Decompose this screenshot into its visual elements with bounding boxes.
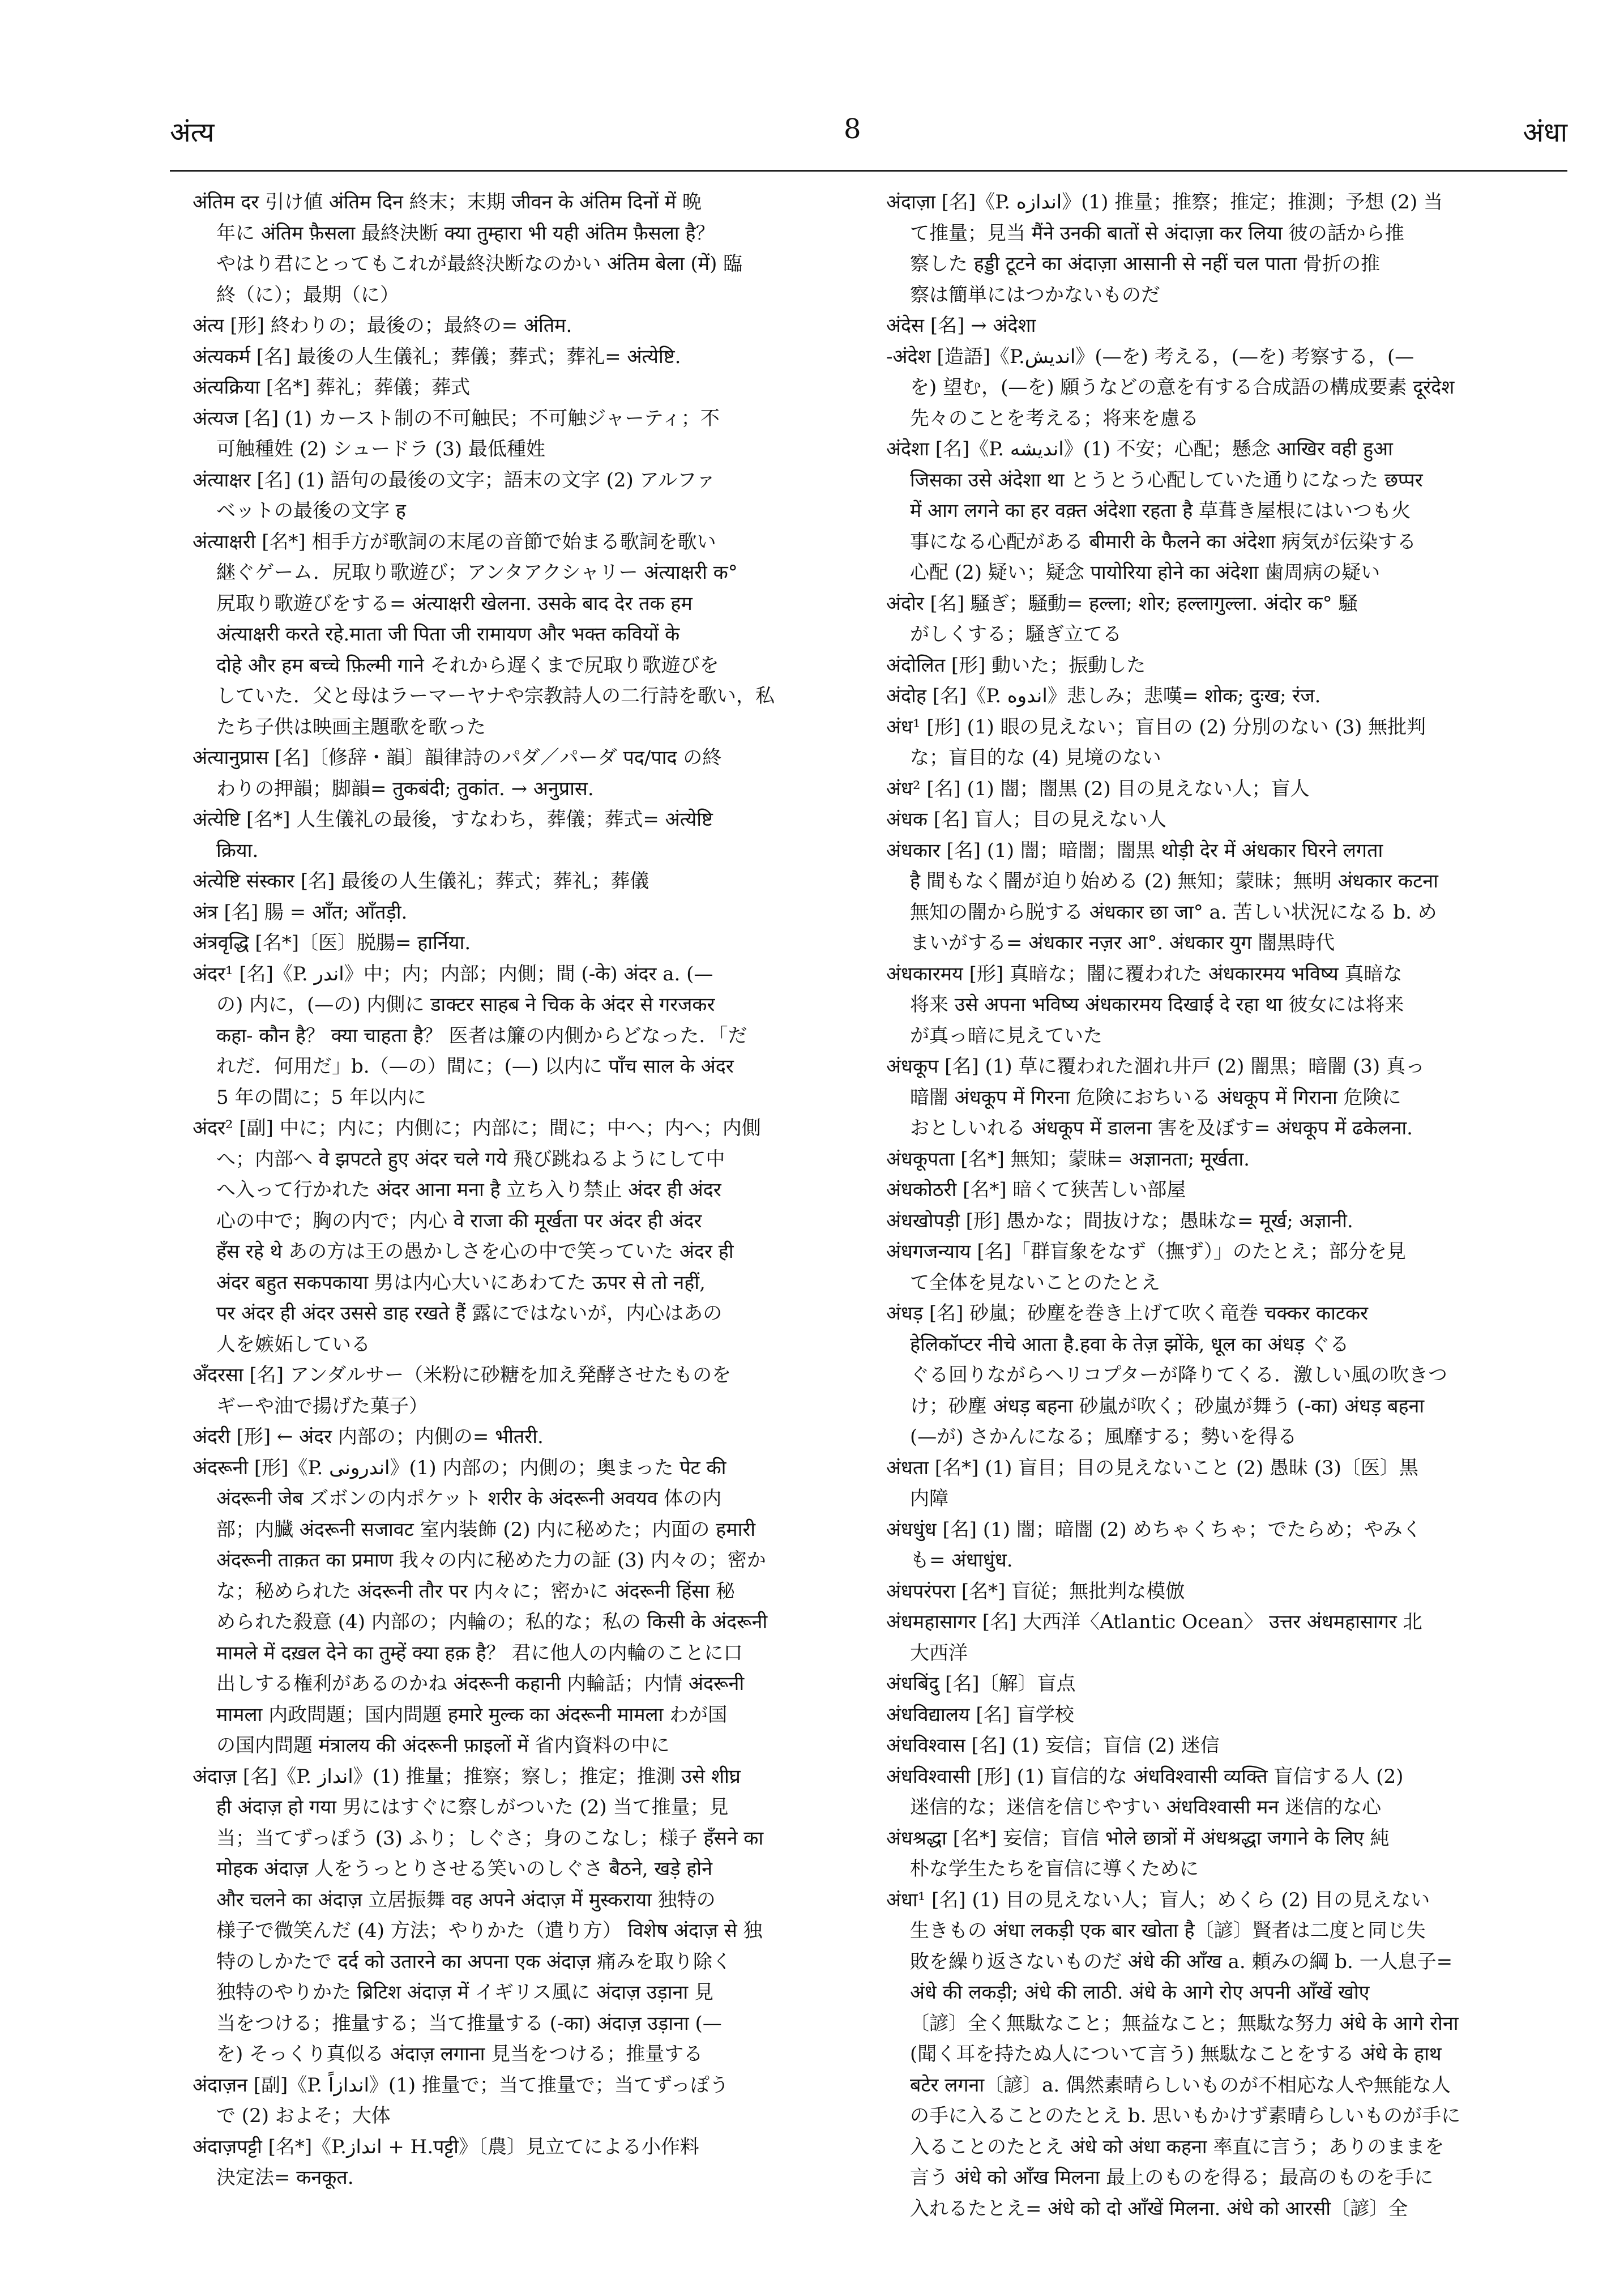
entry-headline: अंधा¹ [名] (1) 目の見えない人；盲人；めくら (2) 目の見えない xyxy=(886,1888,1430,1911)
entry-continuation-line: 当をつける；推量する；当て推量する (-का) अंदाज़ उड़ाना (— xyxy=(216,2012,722,2035)
entry-continuation-line: 継ぐゲーム．尻取り歌遊び；アンタアクシャリー अंत्याक्षरी क° xyxy=(216,561,738,584)
dictionary-entry xyxy=(886,1175,1560,1206)
entry-continuation-line: 心配 (2) 疑い；疑念 पायोरिया होने का अंदेशा 歯周病の疑い xyxy=(910,561,1381,584)
page-number: 8 xyxy=(844,113,861,145)
entry-headline: अंतिम दर 引け値 अंतिम दिन 終末；末期 जीवन के अंतिम दिनों में 晩 xyxy=(193,191,702,214)
entry-headline: अंदेस [名] → अंदेशा xyxy=(886,314,1036,337)
entry-continuation-line: में आग लगने का हर वक़्त अंदेशा रहता है 草葺き屋根にはいつも火 xyxy=(910,500,1411,522)
dictionary-entry xyxy=(193,187,866,310)
page-header xyxy=(170,108,1567,159)
entry-continuation-line: हँस रहे थे あの方は王の愚かしさを心の中で笑っていた अंदर ही xyxy=(216,1240,734,1263)
dictionary-entry xyxy=(886,1607,1560,1668)
entry-continuation-line: बटेर लगना〔諺〕a. 偶然素晴らしいものが不相応な人や無能な人 xyxy=(910,2073,1451,2097)
entry-headline: अंधमहासागर [名] 大西洋〈Atlantic Ocean〉 उत्तर अंधमहासागर 北 xyxy=(886,1611,1422,1633)
header-rule xyxy=(170,170,1567,172)
entry-headline: अंधता [名*] (1) 盲目；目の見えないこと (2) 愚昧 (3)〔医〕黒 xyxy=(886,1456,1418,1479)
entry-headline: अंत्याक्षर [名] (1) 語句の最後の文字；語末の文字 (2) アルファ xyxy=(193,468,716,492)
entry-continuation-line: たち子供は映画主題歌を歌った xyxy=(216,715,486,739)
dictionary-entry xyxy=(193,372,866,403)
dictionary-entry xyxy=(193,959,866,1113)
entry-continuation-line: 言う अंधे को आँख मिलना 最上のものを得る；最高のものを手に xyxy=(910,2166,1434,2189)
entry-continuation-line: अंधे की लकड़ी; अंधे की लाठी. अंधे के आगे रोए अपनी आँखें खोए xyxy=(910,1981,1370,2004)
dictionary-entry xyxy=(886,1823,1560,1885)
entry-continuation-line: 朴な学生たちを盲信に導くために xyxy=(910,1858,1199,1880)
entry-continuation-line: 〔諺〕全く無駄なこと；無益なこと；無駄な努力 अंधे के आगे रोना xyxy=(910,2012,1459,2035)
entry-headline: अंत्र [名] 腸 = आँत; आँतड़ी. xyxy=(193,900,408,924)
entry-continuation-line: क्रिया. xyxy=(216,839,259,862)
dictionary-entry xyxy=(193,2132,866,2193)
dictionary-entry xyxy=(886,1668,1560,1700)
entry-continuation-line: और चलने का अंदाज़ 立居振舞 वह अपने अंदाज़ में मुस्कराया 独特の xyxy=(216,1888,716,1911)
entry-continuation-line: 5 年の間に；5 年以内に xyxy=(216,1086,426,1109)
dictionary-entry xyxy=(886,1700,1560,1731)
dictionary-entry xyxy=(886,1885,1560,2225)
entry-continuation-line: 敗を繰り返さないものだ अंधे की आँख a. 頼みの綱 b. 一人息子= xyxy=(910,1950,1453,1973)
entry-headline: अंदोर [名] 騒ぎ；騒動= हल्ला; शोर; हल्लागुल्ला. अंदोर क° 騒 xyxy=(886,592,1358,615)
entry-headline: अंत्रवृद्धि [名*]〔医〕脱腸= हार्निया. xyxy=(193,932,471,954)
dictionary-entry xyxy=(193,928,866,959)
entry-continuation-line: 尻取り歌遊びをする= अंत्याक्षरी खेलना. उसके बाद देर तक हम xyxy=(216,592,693,615)
entry-continuation-line: 終（に）；最期（に） xyxy=(216,283,399,306)
entry-headline: अंधबिंदु [名]〔解〕盲点 xyxy=(886,1672,1076,1695)
header-left-guide-word: अंत्य xyxy=(170,117,215,148)
entry-continuation-line: 迷信的な；迷信を信じやすい अंधविश्वासी मन 迷信的な心 xyxy=(910,1796,1382,1819)
entry-continuation-line: 事になる心配がある बीमारी के फैलने का अंदेशा 病気が伝染する xyxy=(910,530,1417,553)
entry-continuation-line: अंदर बहुत सकपकाया 男は内心大いにあわてた ऊपर से तो नहीं, xyxy=(216,1271,706,1294)
entry-continuation-line: 無知の闇から脱する अंधकार छा जा° a. 苦しい状況になる b. め xyxy=(910,900,1437,924)
entry-headline: अंधश्रद्धा [名*] 妄信；盲信 भोले छात्रों में अंधश्रद्धा जगाने के लिए 純 xyxy=(886,1826,1390,1850)
dictionary-entry xyxy=(193,1113,866,1360)
entry-headline: अंधकारमय [形] 真暗な；闇に覆われた अंधकारमय भविष्य 真暗な xyxy=(886,962,1403,985)
entry-headline: अंदोलित [形] 動いた；振動した xyxy=(886,654,1146,677)
entry-headline: अंधविश्वासी [形] (1) 盲信的な अंधविश्वासी व्यक्ति 盲信する人 (2) xyxy=(886,1765,1404,1788)
entry-continuation-line: な；盲目的な (4) 見境のない xyxy=(910,746,1161,769)
entry-headline: अंत्यक्रिया [名*] 葬礼；葬儀；葬式 xyxy=(193,376,471,399)
entry-headline: अंत्याक्षरी [名*] 相手方が歌詞の末尾の音節で始まる歌詞を歌い xyxy=(193,530,716,553)
entry-continuation-line: 出しする権利があるのかね अंदरूनी कहानी 内輪話；内情 अंदरूनी xyxy=(216,1672,745,1695)
entry-continuation-line: て推量；見当 मैंने उनकी बातों से अंदाज़ा कर लिया 彼の話から推 xyxy=(910,221,1404,245)
entry-headline: अंधविद्यालय [名] 盲学校 xyxy=(886,1703,1074,1726)
entry-headline: अंध¹ [形] (1) 眼の見えない；盲目の (2) 分別のない (3) 無批判 xyxy=(886,715,1426,739)
dictionary-entry xyxy=(886,1453,1560,1514)
dictionary-entry xyxy=(886,681,1560,712)
entry-headline: अंदरूनी [形]《P. اندرونی》(1) 内部の；内側の；奥まった पेट की xyxy=(193,1456,726,1479)
entry-continuation-line: 察した हड्डी टूटने का अंदाज़ा आसानी से नहीं चल पाता 骨折の推 xyxy=(910,253,1381,275)
entry-continuation-line: 部；内臓 अंदरूनी सजावट 室内装飾 (2) 内に秘めた；内面の हमारी xyxy=(216,1518,756,1541)
entry-continuation-line: कहा- कौन है？ क्या चाहता है？ 医者は簾の内側からどなった．「だ xyxy=(216,1024,747,1047)
dictionary-entry xyxy=(193,1360,866,1422)
entry-continuation-line: していた．父と母はラーマーヤナや宗教詩人の二行詩を歌い，私 xyxy=(216,685,775,707)
entry-headline: अंदाज़ [名]《P. انداز》(1) 推量；推察；察し；推定；推測 उसे शीघ्र xyxy=(193,1765,741,1788)
entry-continuation-line: है 間もなく闇が迫り始める (2) 無知；蒙昧；無明 अंधकार कटना xyxy=(910,870,1438,893)
entry-continuation-line: दोहे और हम बच्चे फ़िल्मी गाने それから遅くまで尻取り歌遊びを xyxy=(216,654,719,677)
entry-headline: अंदेशा [名]《P. اندیشه》(1) 不安；心配；懸念 आखिर वही हुआ xyxy=(886,438,1393,460)
entry-continuation-line: अंदरूनी ताक़त का प्रमाण 我々の内に秘めた力の証 (3) 内々の；密か xyxy=(216,1549,766,1572)
entry-headline: अंधगजन्याय [名]「群盲象をなず（撫ず）」のたとえ；部分を見 xyxy=(886,1240,1406,1263)
entry-continuation-line: 心の中で；胸の内で；内心 वे राजा की मूर्खता पर अंदर ही अंदर xyxy=(216,1209,702,1232)
entry-headline: अंत्यज [名] (1) カースト制の不可触民；不可触ジャーティ；不 xyxy=(193,407,720,430)
entry-headline: अंत्यानुप्रास [名]〔修辞・韻〕韻律詩のパダ／パーダ पद/पाद の終 xyxy=(193,746,722,769)
entry-continuation-line: 特のしかたで दर्द को उतारने का अपना एक अंदाज़ 痛みを取り除く xyxy=(216,1950,732,1973)
entry-headline: अंधक [名] 盲人；目の見えない人 xyxy=(886,808,1167,831)
entry-continuation-line: 入ることのたとえ अंधे को अंधा कहना 率直に言う；ありのままを xyxy=(910,2135,1444,2158)
entry-headline: अंदाज़न [副]《P. اندازاً》(1) 推量で；当て推量で；当てずっぽう xyxy=(193,2073,729,2097)
left-column xyxy=(193,187,866,2193)
dictionary-entry xyxy=(886,1730,1560,1761)
entry-continuation-line: て全体を見ないことのたとえ xyxy=(910,1271,1160,1294)
entry-continuation-line: ギーや油で揚げた菓子） xyxy=(216,1394,428,1418)
entry-headline: अँदरसा [名] アンダルサー（米粉に砂糖を加え発酵させたものを xyxy=(193,1364,732,1386)
dictionary-entry xyxy=(193,866,866,897)
entry-continuation-line: मोहक अंदाज़ 人をうっとりさせる笑いのしぐさ बैठने, खड़े होने xyxy=(216,1858,712,1880)
entry-continuation-line: (聞く耳を持たぬ人について言う) 無駄なことをする अंधे के हाथ xyxy=(910,2043,1442,2065)
dictionary-entry xyxy=(886,959,1560,1052)
entry-headline: अंधपरंपरा [名*] 盲従；無批判な模倣 xyxy=(886,1580,1185,1603)
dictionary-entry xyxy=(886,1298,1560,1453)
entry-continuation-line: मामले में दख़ल देने का तुम्हें क्या हक़ है？ 君に他人の内輪のことに口 xyxy=(216,1641,743,1664)
entry-headline: अंधकोठरी [名*] 暗くて狭苦しい部屋 xyxy=(886,1179,1186,1201)
dictionary-entry xyxy=(886,1144,1560,1175)
entry-continuation-line: 入れるたとえ= अंधे को दो आँखें मिलना. अंधे को आरसी〔諺〕全 xyxy=(910,2197,1408,2220)
entry-continuation-line: がしくする；騒ぎ立てる xyxy=(910,623,1122,646)
dictionary-entry xyxy=(193,465,866,527)
dictionary-entry xyxy=(886,712,1560,774)
entry-headline: अंधड़ [名] 砂嵐；砂塵を巻き上げて吹く竜巻 चक्कर काटकर xyxy=(886,1302,1369,1325)
entry-continuation-line: 様子で微笑んだ (4) 方法；やりかた（遣り方） विशेष अंदाज़ से 独 xyxy=(216,1919,763,1942)
dictionary-entry xyxy=(193,342,866,373)
entry-headline: अंधधुंध [名] (1) 闇；暗闇 (2) めちゃくちゃ；でたらめ；やみく xyxy=(886,1518,1422,1541)
entry-continuation-line: け；砂塵 अंधड़ बहना 砂嵐が吹く；砂嵐が舞う (-का) अंधड़ बहना xyxy=(910,1394,1425,1418)
entry-continuation-line: れだ．何用だ」b.（—の）間に；(—) 以内に पाँच साल के अंदर xyxy=(216,1055,734,1078)
entry-headline: -अंदेश [造語]《P.اندیش》(—を) 考える，(—を) 考察する，(— xyxy=(886,345,1414,368)
entry-continuation-line: へ入って行かれた अंदर आना मना है 立ち入り禁止 अंदर ही अंदर xyxy=(216,1179,721,1201)
entry-continuation-line: 年に अंतिम फ़ैसला 最終決断 क्या तुम्हारा भी यही अंतिम फ़ैसला है？ xyxy=(216,221,715,245)
dictionary-entry xyxy=(886,835,1560,959)
entry-continuation-line: 当；当てずっぽう (3) ふり；しぐさ；身のこなし；様子 हँसने का xyxy=(216,1826,764,1850)
entry-continuation-line: मामला 内政問題；国内問題 हमारे मुल्क का अंदरूनी मामला わが国 xyxy=(216,1703,728,1726)
entry-continuation-line: の手に入ることのたとえ b. 思いもかけず素晴らしいものが手に xyxy=(910,2105,1461,2127)
entry-headline: अंध² [名] (1) 闇；闇黒 (2) 目の見えない人；盲人 xyxy=(886,777,1310,800)
entry-continuation-line: 内障 xyxy=(910,1487,948,1510)
dictionary-entry xyxy=(193,2070,866,2132)
entry-continuation-line: わりの押韻；脚韻= तुकबंदी; तुकांत. → अनुप्रास. xyxy=(216,777,594,800)
entry-headline: अंधकार [名] (1) 闇；暗闇；闇黒 थोड़ी देर में अंधकार घिरने लगता xyxy=(886,839,1383,862)
entry-continuation-line: を) 望む，(—を) 願うなどの意を有する合成語の構成要素 दूरंदेश xyxy=(910,376,1455,399)
entry-continuation-line: で (2) およそ；大体 xyxy=(216,2105,391,2127)
entry-continuation-line: ぐる回りながらヘリコプターが降りてくる．激しい風の吹きつ xyxy=(910,1364,1447,1386)
entry-continuation-line: も= अंधाधुंध. xyxy=(910,1549,1013,1572)
entry-continuation-line: が真っ暗に見えていた xyxy=(910,1024,1102,1047)
entry-continuation-line: 暗闇 अंधकूप में गिरना 危険におちいる अंधकूप में गिराना 危険に xyxy=(910,1086,1401,1109)
entry-continuation-line: へ；内部へ वे झपटते हुए अंदर चले गये 飛び跳ねるようにして中 xyxy=(216,1147,725,1171)
entry-continuation-line: ベットの最後の文字 ह xyxy=(216,500,406,522)
header-right-guide-word: अंधा xyxy=(1523,117,1567,148)
entry-headline: अंधविश्वास [名] (1) 妄信；盲信 (2) 迷信 xyxy=(886,1734,1220,1757)
dictionary-entry xyxy=(193,403,866,465)
dictionary-entry xyxy=(886,1236,1560,1298)
entry-continuation-line: 察は簡単にはつかないものだ xyxy=(910,283,1160,306)
entry-continuation-line: を) そっくり真似る अंदाज़ लगाना 見当をつける；推量する xyxy=(216,2043,703,2065)
entry-continuation-line: 人を嫉妬している xyxy=(216,1333,370,1356)
dictionary-entry xyxy=(886,1761,1560,1823)
entry-continuation-line: अंत्याक्षरी करते रहे.माता जी पिता जी रामायण और भक्त कवियों के xyxy=(216,623,680,646)
entry-headline: अंदर² [副] 中に；内に；内側に；内部に；間に；中へ；内へ；内側 xyxy=(193,1117,761,1139)
entry-continuation-line: まいがする= अंधकार नज़र आ°. अंधकार युग 闇黒時代 xyxy=(910,932,1335,954)
dictionary-entry xyxy=(193,1422,866,1453)
dictionary-entry xyxy=(886,310,1560,342)
entry-headline: अंदर¹ [名]《P. اندر》中；内；内部；内側；間 (-के) अंदर a. (— xyxy=(193,962,713,985)
entry-continuation-line: 生きもの अंधा लकड़ी एक बार खोता है〔諺〕賢者は二度と同じ失 xyxy=(910,1919,1426,1942)
entry-continuation-line: 大西洋 xyxy=(910,1641,968,1664)
entry-continuation-line: やはり君にとってもこれが最終決断なのかい अंतिम बेला (में) 臨 xyxy=(216,253,743,275)
dictionary-entry xyxy=(886,434,1560,588)
dictionary-entry xyxy=(193,527,866,743)
dictionary-entry xyxy=(193,1761,866,2070)
entry-continuation-line: (—が) さかんになる；風靡する；勢いを得る xyxy=(910,1425,1297,1448)
entry-continuation-line: अंदरूनी जेब ズボンの内ポケット शरीर के अंदरूनी अवयव 体の内 xyxy=(216,1487,722,1510)
entry-continuation-line: な；秘められた अंदरूनी तौर पर 内々に；密かに अंदरूनी हिंसा 秘 xyxy=(216,1580,735,1603)
entry-headline: अंत्येष्टि संस्कार [名] 最後の人生儀礼；葬式；葬礼；葬儀 xyxy=(193,870,649,893)
dictionary-entry xyxy=(886,1514,1560,1576)
entry-continuation-line: 可触種姓 (2) シュードラ (3) 最低種姓 xyxy=(216,438,545,460)
entry-headline: अंधकूप [名] (1) 草に覆われた涸れ井戸 (2) 闇黒；暗闇 (3) 真っ xyxy=(886,1055,1425,1078)
dictionary-entry xyxy=(193,897,866,928)
entry-headline: अंधखोपड़ी [形] 愚かな；間抜けな；愚昧な= मूर्ख; अज्ञानी. xyxy=(886,1209,1353,1232)
dictionary-entry xyxy=(193,742,866,804)
dictionary-entry xyxy=(886,804,1560,835)
dictionary-entry xyxy=(886,342,1560,434)
entry-headline: अंधकूपता [名*] 無知；蒙昧= अज्ञानता; मूर्खता. xyxy=(886,1147,1250,1171)
dictionary-entry xyxy=(193,804,866,866)
entry-headline: अंत्यकर्म [名] 最後の人生儀礼；葬儀；葬式；葬礼= अंत्येष्टि. xyxy=(193,345,681,368)
entry-headline: अंदाज़ा [名]《P. اندازه》(1) 推量；推察；推定；推測；予想 (2) 当 xyxy=(886,191,1443,214)
entry-continuation-line: 独特のやりかた ब्रिटिश अंदाज़ में イギリス風に अंदाज़ उड़ाना 見 xyxy=(216,1981,714,2004)
dictionary-entry xyxy=(886,1206,1560,1237)
entry-continuation-line: おとしいれる अंधकूप में डालना 害を及ぼす= अंधकूप में ढकेलना. xyxy=(910,1117,1413,1139)
entry-continuation-line: हेलिकॉप्टर नीचे आता है.हवा के तेज़ झोंके, धूल का अंधड़ ぐる xyxy=(910,1333,1349,1356)
entry-headline: अंत्य [形] 終わりの；最後の；最終の= अंतिम. xyxy=(193,314,572,337)
entry-continuation-line: पर अंदर ही अंदर उससे डाह रखते हैं 露にではないが，内心はあの xyxy=(216,1302,723,1325)
entry-headline: अंत्येष्टि [名*] 人生儀礼の最後，すなわち，葬儀；葬式= अंत्येष्टि xyxy=(193,808,713,831)
entry-headline: अंदरी [形] ← अंदर 内部の；内側の= भीतरी. xyxy=(193,1425,544,1448)
dictionary-entry xyxy=(886,187,1560,310)
dictionary-entry xyxy=(886,774,1560,805)
entry-headline: अंदाज़पट्टी [名*]《P.انداز + H.पट्टी》〔農〕見立てによる小作料 xyxy=(193,2135,699,2158)
dictionary-entry xyxy=(886,1051,1560,1144)
entry-continuation-line: 決定法= कनकूत. xyxy=(216,2166,354,2189)
right-column xyxy=(886,187,1560,2224)
entry-continuation-line: ही अंदाज़ हो गया 男にはすぐに察しがついた (2) 当て推量；見 xyxy=(216,1796,729,1819)
dictionary-entry xyxy=(886,650,1560,681)
dictionary-entry xyxy=(193,310,866,342)
dictionary-entry xyxy=(193,1453,866,1761)
entry-continuation-line: の) 内に，(—の) 内側に डाक्टर साहब ने चिक के अंदर से गरजकर xyxy=(216,993,715,1016)
entry-continuation-line: められた殺意 (4) 内部の；内輪の；私的な；私の किसी के अंदरूनी xyxy=(216,1611,768,1633)
entry-headline: अंदोह [名]《P. اندوه》悲しみ；悲嘆= शोक; दुःख; रंज. xyxy=(886,685,1321,707)
dictionary-entry xyxy=(886,1576,1560,1607)
entry-continuation-line: 先々のことを考える；将来を慮る xyxy=(910,407,1199,430)
entry-continuation-line: の国内問題 मंत्रालय की अंदरूनी फ़ाइलों में 省内資料の中に xyxy=(216,1734,670,1757)
entry-continuation-line: 将来 उसे अपना भविष्य अंधकारमय दिखाई दे रहा था 彼女には将来 xyxy=(910,993,1404,1016)
dictionary-entry xyxy=(886,588,1560,650)
entry-continuation-line: जिसका उसे अंदेशा था とうとう心配していた通りになった छप्पर xyxy=(910,468,1423,492)
